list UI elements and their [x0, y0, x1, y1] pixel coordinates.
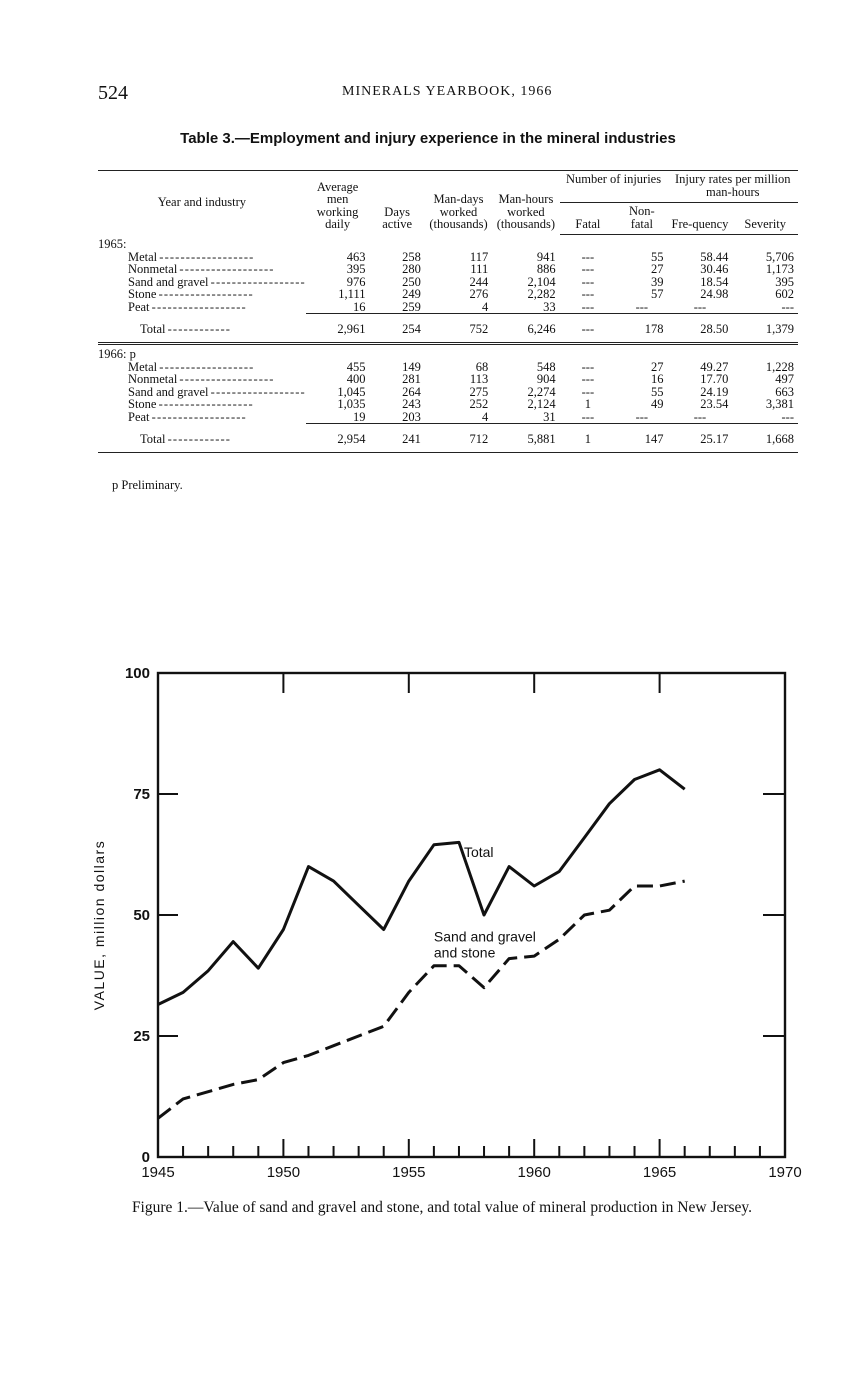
cell-men: 19	[352, 409, 366, 424]
cell-nonfatal: 16	[651, 372, 664, 386]
cell-severity: 1,228	[765, 359, 794, 374]
y-axis-label: VALUE, million dollars	[91, 839, 107, 1011]
cell-severity: 5,706	[765, 249, 794, 264]
cell-frequency: 28.50	[668, 314, 733, 341]
cell-frequency: 30.46	[700, 262, 729, 276]
cell-fatal: ---	[581, 384, 595, 399]
cell-men: 455	[346, 359, 366, 374]
cell-fatal: ---	[581, 409, 595, 424]
col-fatal: Fatal	[560, 203, 617, 235]
table-row	[98, 301, 798, 314]
value-line-chart	[80, 655, 810, 1185]
cell-severity: ---	[781, 299, 794, 314]
cell-severity: 663	[775, 384, 794, 399]
col-man-days: Man-days worked (thousands)	[429, 192, 488, 231]
cell-nonfatal: 49	[651, 397, 664, 411]
table-footnote: p Preliminary.	[112, 478, 183, 492]
cell-manhours: 904	[536, 372, 556, 386]
cell-men: 2,961	[306, 314, 370, 341]
cell-nonfatal: 27	[651, 262, 664, 276]
cell-fatal: ---	[560, 314, 617, 341]
page-number: 524	[98, 82, 128, 104]
cell-manhours: 6,246	[492, 314, 559, 341]
plot-frame	[158, 673, 785, 1157]
cell-fatal: ---	[581, 372, 595, 386]
cell-nonfatal: 55	[651, 249, 664, 264]
total-row	[98, 314, 798, 341]
y-tick-label: 75	[133, 786, 150, 803]
industry-name: Nonmetal - - -	[128, 372, 272, 386]
cell-manhours: 886	[536, 262, 556, 276]
year-label: 1965:	[98, 237, 127, 251]
cell-frequency: 25.17	[668, 424, 733, 451]
col-year-industry: Year and industry	[157, 194, 247, 209]
table-row	[98, 398, 798, 411]
y-tick-label: 50	[133, 907, 150, 924]
table-title: Table 3.—Employment and injury experience in the mineral industries	[180, 130, 676, 147]
running-head: MINERALS YEARBOOK, 1966	[342, 84, 553, 99]
cell-manhours: 548	[536, 359, 556, 374]
cell-mandays: 712	[425, 424, 492, 451]
industry-name: Sand and gravel - - -	[128, 385, 304, 399]
cell-nonfatal: ---	[635, 409, 649, 424]
cell-men: 1,035	[337, 397, 366, 411]
cell-days: 264	[402, 384, 421, 399]
cell-nonfatal: 39	[651, 274, 664, 289]
col-nonfatal: Non-fatal	[616, 203, 667, 235]
x-tick-label: 1955	[392, 1164, 426, 1181]
col-injury-rates: Injury rates per million man-hours	[668, 171, 799, 203]
cell-mandays: 244	[469, 274, 489, 289]
y-tick-label: 25	[133, 1028, 150, 1045]
cell-severity: 1,173	[765, 262, 794, 276]
cell-severity: 3,381	[765, 397, 794, 411]
cell-manhours: 2,274	[527, 384, 556, 399]
cell-men: 1,111	[338, 287, 366, 301]
industry-name: Stone - - -	[128, 397, 252, 411]
col-frequency: Fre-quency	[668, 203, 733, 235]
cell-men: 16	[352, 299, 366, 314]
industry-name: Stone - - -	[128, 287, 252, 301]
cell-men: 2,954	[306, 424, 370, 451]
series-label-total: Total	[463, 843, 494, 860]
cell-men: 1,045	[337, 384, 366, 399]
cell-days: 254	[369, 314, 424, 341]
cell-mandays: 275	[469, 384, 489, 399]
cell-severity: 497	[775, 372, 794, 386]
cell-mandays: 117	[469, 249, 489, 264]
cell-nonfatal: 57	[651, 287, 664, 301]
cell-frequency: 18.54	[700, 274, 729, 289]
x-tick-label: 1960	[517, 1164, 551, 1181]
sand-gravel-stone-series-line	[158, 881, 685, 1118]
figure-caption: Figure 1.—Value of sand and gravel and stone, and total value of mineral production in New Jersey.	[131, 1199, 753, 1216]
cell-frequency: 23.54	[700, 397, 729, 411]
industry-name: Peat - - -	[128, 300, 245, 314]
cell-frequency: ---	[693, 299, 707, 314]
cell-severity: ---	[781, 409, 794, 424]
cell-mandays: 276	[469, 287, 489, 301]
cell-fatal: ---	[581, 262, 595, 276]
cell-fatal: ---	[581, 249, 595, 264]
cell-mandays: 4	[481, 409, 489, 424]
cell-manhours: 2,124	[527, 397, 556, 411]
cell-frequency: ---	[693, 409, 707, 424]
cell-men: 400	[346, 372, 366, 386]
cell-fatal: ---	[581, 287, 595, 301]
cell-manhours: 2,282	[527, 287, 556, 301]
cell-days: 249	[402, 287, 421, 301]
cell-fatal: 1	[560, 424, 617, 451]
x-tick-label: 1965	[642, 1164, 677, 1181]
cell-fatal: ---	[581, 359, 595, 374]
col-severity: Severity	[732, 203, 798, 235]
industry-name: Metal - - -	[128, 250, 252, 264]
col-days-active: Days active	[382, 204, 413, 231]
x-tick-label: 1970	[768, 1164, 802, 1181]
employment-injury-table	[98, 170, 798, 453]
cell-days: 259	[402, 299, 421, 314]
cell-nonfatal: 147	[616, 424, 667, 451]
cell-days: 243	[402, 397, 421, 411]
y-tick-label: 0	[141, 1149, 150, 1166]
total-row	[98, 424, 798, 451]
cell-severity: 395	[775, 274, 794, 289]
cell-frequency: 17.70	[700, 372, 729, 386]
cell-severity: 1,668	[732, 424, 798, 451]
y-tick-label: 100	[124, 665, 150, 682]
cell-manhours: 33	[543, 299, 556, 314]
cell-mandays: 4	[481, 299, 489, 314]
cell-mandays: 252	[469, 397, 489, 411]
year-label: 1966: p	[98, 347, 136, 361]
cell-days: 149	[402, 359, 421, 374]
col-number-injuries: Number of injuries	[560, 171, 668, 203]
cell-manhours: 941	[536, 249, 556, 264]
series-label-sand-gravel-stone: Sand and gravel and stone	[433, 928, 536, 961]
cell-frequency: 58.44	[700, 249, 729, 264]
cell-days: 241	[369, 424, 424, 451]
total-label: Total - - -	[140, 432, 229, 446]
cell-days: 280	[402, 262, 421, 276]
table-row	[98, 288, 798, 301]
cell-manhours: 2,104	[527, 274, 556, 289]
cell-nonfatal: ---	[635, 299, 649, 314]
cell-men: 463	[346, 249, 366, 264]
cell-mandays: 113	[469, 372, 489, 386]
cell-frequency: 49.27	[700, 359, 729, 374]
cell-mandays: 68	[475, 359, 489, 374]
x-tick-label: 1950	[266, 1164, 301, 1181]
cell-frequency: 24.19	[700, 384, 729, 399]
cell-frequency: 24.98	[700, 287, 729, 301]
col-avg-men: Average men working daily	[316, 179, 359, 231]
cell-nonfatal: 27	[651, 359, 664, 374]
cell-men: 395	[346, 262, 366, 276]
cell-severity: 1,379	[732, 314, 798, 341]
table-row	[98, 411, 798, 424]
industry-name: Sand and gravel - - -	[128, 275, 304, 289]
cell-nonfatal: 55	[651, 384, 664, 399]
cell-days: 258	[402, 249, 421, 264]
cell-severity: 602	[775, 287, 794, 301]
total-series-line	[158, 770, 685, 1005]
cell-nonfatal: 178	[616, 314, 667, 341]
cell-men: 976	[346, 274, 366, 289]
cell-manhours: 5,881	[492, 424, 559, 451]
cell-days: 203	[402, 409, 421, 424]
cell-manhours: 31	[543, 409, 556, 424]
cell-mandays: 111	[470, 262, 489, 276]
total-label: Total - - -	[140, 322, 229, 336]
x-tick-label: 1945	[141, 1164, 175, 1181]
cell-fatal: ---	[581, 299, 595, 314]
industry-name: Metal - - -	[128, 360, 252, 374]
cell-fatal: ---	[581, 274, 595, 289]
cell-fatal: 1	[584, 397, 591, 411]
industry-name: Peat - - -	[128, 410, 245, 424]
col-man-hours: Man-hours worked (thousands)	[496, 192, 556, 231]
cell-days: 281	[402, 372, 421, 386]
cell-days: 250	[402, 274, 421, 289]
industry-name: Nonmetal - - -	[128, 262, 272, 276]
cell-mandays: 752	[425, 314, 492, 341]
